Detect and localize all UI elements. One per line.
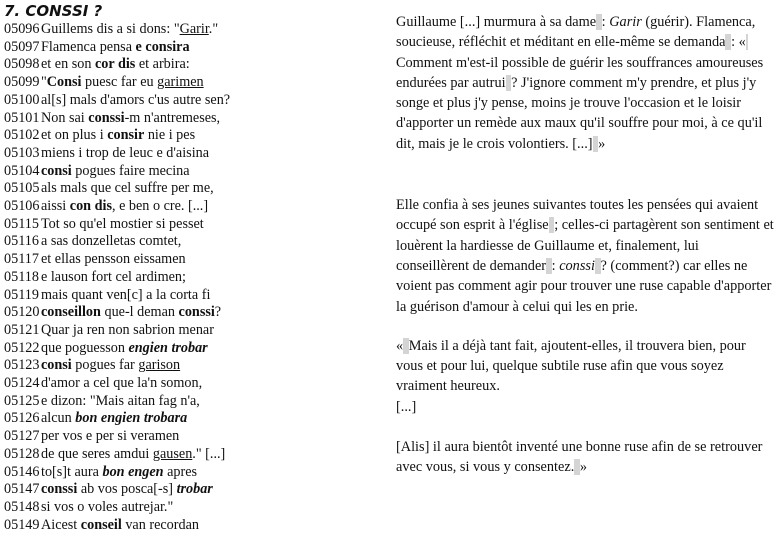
text-segment: conseil bbox=[80, 516, 122, 533]
text-segment: Guillaume [...] murmura à sa dame bbox=[396, 14, 597, 30]
text-segment: Consi bbox=[46, 74, 82, 91]
text-segment: de que seres amdui bbox=[41, 445, 153, 462]
verse-number: 05122 bbox=[4, 339, 40, 356]
text-segment: [...] bbox=[396, 398, 417, 415]
text-segment: apres bbox=[163, 463, 198, 480]
text-segment: ." bbox=[208, 21, 219, 37]
text-segment: consira bbox=[145, 38, 190, 55]
verse-line bbox=[4, 481, 374, 499]
text-segment: Tot so qu'el mostier si pesset bbox=[41, 215, 204, 232]
verse-number: 05104 bbox=[4, 162, 40, 179]
text-segment: per vos e per si veramen bbox=[41, 428, 180, 445]
text-segment: -m n'antremeses, bbox=[124, 109, 221, 126]
verse-line bbox=[4, 92, 374, 110]
verse-number: 05100 bbox=[4, 91, 40, 108]
text-segment: et on plus i bbox=[41, 127, 108, 144]
highlight-mark bbox=[746, 34, 748, 50]
verse-number: 05149 bbox=[4, 516, 40, 533]
text-segment: cor dis bbox=[94, 56, 136, 73]
text-segment: si vos o voles autrejar." bbox=[41, 498, 174, 515]
text-segment: garison bbox=[138, 357, 181, 374]
verse-number: 05119 bbox=[4, 286, 39, 303]
text-segment: con dis bbox=[69, 198, 112, 215]
verse-number: 05118 bbox=[4, 268, 39, 285]
verse-line bbox=[4, 499, 374, 517]
translation-paragraph-3 bbox=[396, 336, 774, 397]
text-segment: Elle confia à ses jeunes suivantes toutes les pensées qui avaient occupé son esprit à l'église bbox=[396, 197, 759, 234]
verse-line bbox=[4, 56, 374, 74]
section-title: 7. CONSSI ? bbox=[4, 2, 103, 20]
verse-list bbox=[4, 21, 374, 534]
text-segment: Flamenca pensa bbox=[41, 38, 136, 55]
text-segment: que-l deman bbox=[100, 304, 179, 321]
text-segment: (guérir). Flamenca, soucieuse, réfléchit et méditant en elle-même se demanda bbox=[396, 14, 756, 51]
text-segment: engien trobar bbox=[128, 339, 208, 356]
text-segment: e dizon: "Mais aitan fag n'a, bbox=[41, 392, 200, 409]
verse-number: 05101 bbox=[4, 109, 40, 126]
text-segment: ? J'ignore comment m'y prendre, et plus j'y songe et plus j'y pense, moins je trouve l'occasion et le loisir d'apporter un remède aux maux qu'il souffre pour moi, à ce qu'il dit, mais je le crois volontiers. [...] bbox=[396, 74, 763, 152]
text-segment: mais quant ven[c] a la corta fi bbox=[41, 286, 211, 303]
text-segment: conssi bbox=[178, 304, 215, 321]
text-segment: ; celles-ci partagèrent son sentiment et louèrent la hardiesse de Guillaume et, finalement, lui conseillèrent de demander bbox=[396, 217, 774, 274]
text-segment: puesc far eu bbox=[81, 74, 158, 91]
verse-line bbox=[4, 393, 374, 411]
text-segment: miens i trop de leuc e d'aisina bbox=[41, 144, 210, 161]
verse-line bbox=[4, 180, 374, 198]
translation-paragraph-4 bbox=[396, 397, 774, 417]
verse-line bbox=[4, 233, 374, 251]
text-segment: Mais il a déjà tant fait, ajoutent-elles, il trouvera bien, pour vous et pour lui, quelque subtile ruse afin que vous soyez vraiment heureux. bbox=[396, 337, 746, 395]
verse-line bbox=[4, 110, 374, 128]
verse-line bbox=[4, 287, 374, 305]
text-segment: Guillems dis a si dons: " bbox=[41, 21, 180, 37]
occitan-verse-column bbox=[4, 3, 374, 534]
text-segment: pogues faire mecina bbox=[71, 162, 190, 179]
verse-line bbox=[4, 251, 374, 269]
verse-number: 05128 bbox=[4, 445, 40, 462]
verse-line bbox=[4, 322, 374, 340]
verse-number: 05147 bbox=[4, 481, 40, 498]
verse-number: 05099 bbox=[4, 74, 40, 91]
text-segment: a sas donzelletas comtet, bbox=[41, 233, 182, 250]
verse-number: 05115 bbox=[4, 215, 39, 232]
text-segment: : bbox=[551, 257, 560, 274]
verse-number: 05102 bbox=[4, 127, 40, 144]
text-segment: ? (comment?) car elles ne voient pas comment agir pour trouver une ruse capable d'apporter la guérison d'amour à celui qui les en prie. bbox=[396, 257, 772, 315]
text-segment: Non sai bbox=[41, 109, 89, 126]
text-segment: conssi bbox=[41, 481, 78, 498]
text-segment: consir bbox=[107, 127, 145, 144]
verse-line bbox=[4, 340, 374, 358]
text-segment: als mals que cel suffre per me, bbox=[41, 180, 214, 197]
verse-line bbox=[4, 304, 374, 322]
verse-number: 05124 bbox=[4, 375, 40, 392]
text-segment: " bbox=[41, 74, 47, 91]
text-segment: ? bbox=[214, 304, 222, 321]
verse-line bbox=[4, 145, 374, 163]
verse-number: 05127 bbox=[4, 428, 40, 445]
text-segment: [Alis] il aura bientôt inventé une bonne ruse afin de se retrouver avec vous, si vous y consentez. bbox=[396, 439, 763, 476]
text-segment: bon engen bbox=[102, 463, 164, 480]
text-segment: Garir bbox=[179, 21, 209, 37]
verse-line bbox=[4, 198, 374, 216]
text-segment: Comment m'est-il possible de guérir les souffrances amoureuses endurées par autrui bbox=[396, 54, 764, 91]
text-segment: al[s] mals d'amors c'us autre sen? bbox=[41, 91, 231, 108]
verse-line bbox=[4, 21, 374, 39]
verse-line bbox=[4, 446, 374, 464]
verse-line bbox=[4, 464, 374, 482]
verse-number: 05103 bbox=[4, 144, 40, 161]
verse-line bbox=[4, 269, 374, 287]
text-segment: consi bbox=[41, 162, 72, 179]
text-segment: conssi bbox=[88, 109, 125, 126]
verse-number: 05125 bbox=[4, 392, 40, 409]
verse-number: 05097 bbox=[4, 38, 40, 55]
text-segment: , e ben o cre. [...] bbox=[111, 198, 209, 215]
verse-line bbox=[4, 74, 374, 92]
verse-line bbox=[4, 517, 374, 535]
text-segment: to[s]t aura bbox=[41, 463, 103, 480]
text-segment: e bbox=[135, 38, 142, 55]
verse-number: 05098 bbox=[4, 56, 40, 73]
verse-number: 05116 bbox=[4, 233, 39, 250]
verse-line bbox=[4, 163, 374, 181]
text-segment: conssi bbox=[559, 257, 595, 274]
text-segment: aissi bbox=[41, 198, 70, 215]
text-segment: conseillon bbox=[41, 304, 101, 321]
text-segment: gausen bbox=[152, 445, 193, 462]
text-segment: que poguesson bbox=[41, 339, 129, 356]
text-segment: Garir bbox=[609, 14, 642, 30]
text-segment: d'amor a cel que la'n somon, bbox=[41, 375, 203, 392]
text-segment: bon engien trobara bbox=[75, 410, 188, 427]
verse-number: 05123 bbox=[4, 357, 40, 374]
verse-number: 05096 bbox=[4, 21, 40, 37]
verse-number: 05121 bbox=[4, 321, 40, 338]
verse-line bbox=[4, 39, 374, 57]
translation-paragraph-2 bbox=[396, 195, 774, 317]
text-segment: et arbira: bbox=[135, 56, 190, 73]
text-segment: et en son bbox=[41, 56, 95, 73]
verse-number: 05146 bbox=[4, 463, 40, 480]
verse-number: 05126 bbox=[4, 410, 40, 427]
verse-line bbox=[4, 357, 374, 375]
text-segment: trobar bbox=[176, 481, 213, 498]
text-segment: e lauson fort cel ardimen; bbox=[41, 268, 186, 285]
text-segment: Quar ja ren non sabrion menar bbox=[41, 321, 214, 338]
translation-paragraph-1 bbox=[396, 12, 774, 154]
text-segment: » bbox=[579, 459, 588, 476]
verse-line bbox=[4, 428, 374, 446]
verse-number: 05105 bbox=[4, 180, 40, 197]
verse-number: 05148 bbox=[4, 498, 40, 515]
translation-paragraph-5 bbox=[396, 437, 774, 478]
verse-line bbox=[4, 127, 374, 145]
text-segment: ." [...] bbox=[192, 445, 226, 462]
text-segment: : « bbox=[731, 34, 746, 51]
text-segment: van recordan bbox=[121, 516, 199, 533]
text-segment: » bbox=[598, 135, 606, 152]
verse-line bbox=[4, 410, 374, 428]
text-segment: et ellas pensson eissamen bbox=[41, 251, 186, 268]
text-segment: : bbox=[601, 14, 610, 30]
text-segment: garimen bbox=[157, 74, 204, 91]
verse-number: 05117 bbox=[4, 251, 39, 268]
verse-line bbox=[4, 216, 374, 234]
text-segment: ab vos posca[-s] bbox=[77, 481, 177, 498]
verse-number: 05120 bbox=[4, 304, 40, 321]
text-segment: Aicest bbox=[41, 516, 81, 533]
text-segment: alcun bbox=[41, 410, 76, 427]
text-segment: consi bbox=[41, 357, 72, 374]
text-segment: nie i pes bbox=[144, 127, 196, 144]
text-segment: « bbox=[396, 337, 404, 354]
french-translation-column bbox=[396, 12, 774, 478]
verse-line bbox=[4, 375, 374, 393]
text-segment: pogues far bbox=[71, 357, 139, 374]
verse-number: 05106 bbox=[4, 198, 40, 215]
